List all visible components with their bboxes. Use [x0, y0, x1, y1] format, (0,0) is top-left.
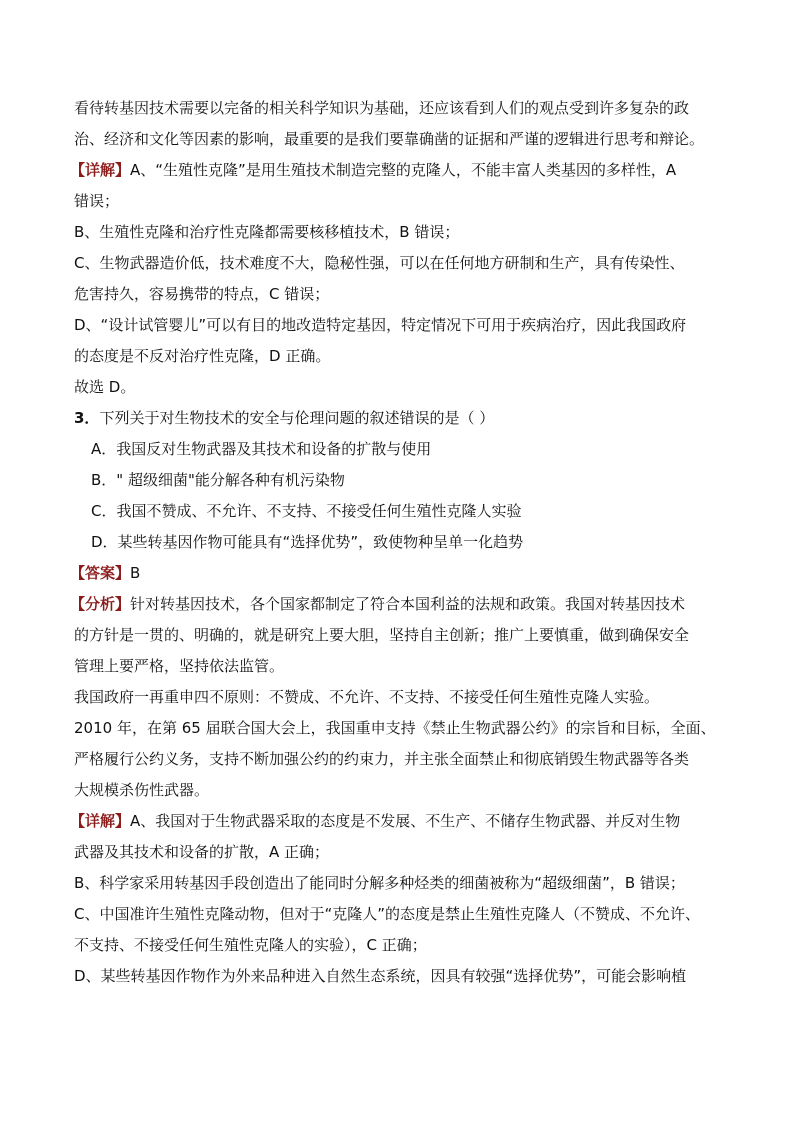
q3-detail-c: C、中国准许生殖性克隆动物，但对于“克隆人”的态度是禁止生殖性克隆人（不赞成、不允许、: [74, 905, 701, 923]
q3-analysis-line: 管理上要严格，坚持依法监管。: [74, 657, 285, 675]
q3-detail-c-cont: 不支持、不接受任何生殖性克隆人的实验），C 正确；: [74, 936, 427, 954]
analysis-text: 针对转基因技术，各个国家都制定了符合本国利益的法规和政策。我国对转基因技术: [130, 595, 686, 613]
q3-analysis-line: 2010 年，在第 65 届联合国大会上，我国重申支持《禁止生物武器公约》的宗旨和目标，全面、: [74, 719, 716, 737]
answer-tag: 【答案】: [70, 564, 131, 582]
q2-detail-d: D、“设计试管婴儿”可以有目的地改造特定基因，特定情况下可用于疾病治疗，因此我国政府: [74, 316, 687, 334]
page-content: [70, 98, 734, 997]
passage-line: 治、经济和文化等因素的影响，最重要的是我们要靠确凿的证据和严谨的逻辑进行思考和辩论。: [74, 130, 705, 148]
q3-analysis-line: 大规模杀伤性武器。: [74, 781, 210, 799]
q3-detail-d: D、某些转基因作物作为外来品种进入自然生态系统，因具有较强“选择优势”，可能会影响植: [74, 967, 687, 985]
passage-line: 看待转基因技术需要以完备的相关科学知识为基础，还应该看到人们的观点受到许多复杂的政: [74, 99, 690, 117]
q3-option-c: C．我国不赞成、不允许、不支持、不接受任何生殖性克隆人实验: [91, 502, 522, 520]
q2-detail-a: [70, 160, 734, 191]
q2-detail-c: C、生物武器造价低，技术难度不大，隐秘性强，可以在任何地方研制和生产，具有传染性、: [74, 254, 685, 272]
q3-answer: [70, 563, 734, 594]
detail-text: A、我国对于生物武器采取的态度是不发展、不生产、不储存生物武器、并反对生物: [130, 812, 681, 830]
answer-value: B: [130, 564, 141, 582]
question-text: 下列关于对生物技术的安全与伦理问题的叙述错误的是（ ）: [99, 409, 495, 427]
detail-text: A、“生殖性克隆”是用生殖技术制造完整的克隆人，不能丰富人类基因的多样性，A: [130, 161, 677, 179]
q3-option-a: A．我国反对生物武器及其技术和设备的扩散与使用: [91, 440, 432, 458]
q2-conclusion: 故选 D。: [74, 378, 136, 396]
q3-analysis-line: 严格履行公约义务，支持不断加强公约的约束力，并主张全面禁止和彻底销毁生物武器等各类: [74, 750, 690, 768]
question-number: 3．: [74, 409, 100, 427]
q2-detail-c-cont: 危害持久，容易携带的特点，C 错误；: [74, 285, 330, 303]
q3-stem: [74, 408, 734, 439]
q2-detail-d-cont: 的态度是不反对治疗性克隆，D 正确。: [74, 347, 331, 365]
q2-detail-b: B、生殖性克隆和治疗性克隆都需要核移植技术，B 错误；: [74, 223, 460, 241]
q3-detail-b: B、科学家采用转基因手段创造出了能同时分解多种烃类的细菌被称为“超级细菌”，B 错误；: [74, 874, 685, 892]
q3-analysis-line: 的方针是一贯的、明确的，就是研究上要大胆，坚持自主创新；推广上要慎重，做到确保安全: [74, 626, 690, 644]
q3-option-d: D．某些转基因作物可能具有“选择优势”，致使物种呈单一化趋势: [91, 533, 524, 551]
detail-tag: 【详解】: [70, 812, 131, 830]
q3-detail-a-cont: 武器及其技术和设备的扩散，A 正确；: [74, 843, 330, 861]
q3-detail-a: [70, 811, 734, 842]
detail-tag: 【详解】: [70, 161, 131, 179]
q3-option-b: B．" 超级细菌"能分解各种有机污染物: [91, 471, 345, 489]
q3-analysis-line: 我国政府一再重申四不原则：不赞成、不允许、不支持、不接受任何生殖性克隆人实验。: [74, 688, 660, 706]
q3-analysis: [70, 594, 734, 625]
analysis-tag: 【分析】: [70, 595, 131, 613]
q2-detail-a-cont: 错误；: [74, 192, 120, 210]
